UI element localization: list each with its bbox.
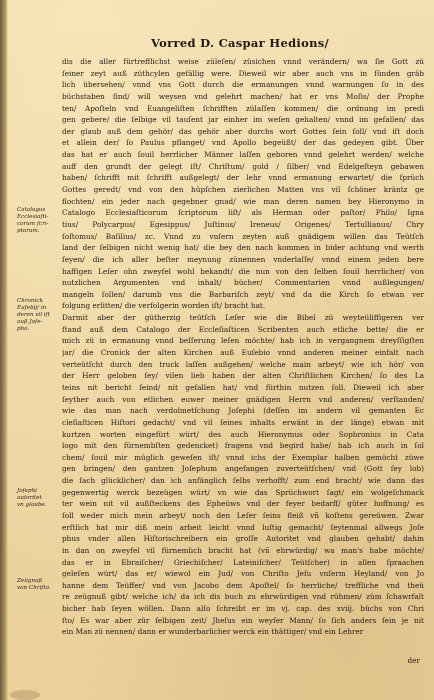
text-line: ſtand auß dem Catalogo der Eccleſiaſticen Scribenten auch etliche bette/ die er xyxy=(62,324,424,334)
text-line: nutzlichen Argumenten vnd inhalt/ bücher/ Commentarien vnnd außlegungen/ xyxy=(62,278,424,288)
text-line: tius/ Polycarpus/ Egesippus/ Juſtinus/ Ireneus/ Origenes/ Tertullianus/ Chry xyxy=(62,219,424,229)
text-line: auff den grundt der gelegt iſt/ Chriſtum/ gold / ſilber/ vnd Edelgeſteyn gebawen xyxy=(62,161,424,171)
catchword: der xyxy=(407,656,420,665)
text-line: gegenwertig werck bezeügen würt/ vn wie das Sprüchwort ſagt/ ein wolgeſchmack xyxy=(62,487,424,497)
margin-note-line: auß Joſe- xyxy=(17,319,43,325)
text-line: gen bringen/ den gantzen Joſephum angefangen zuverteütſchen/ vnd (Gott ſey lob) xyxy=(62,464,424,474)
text-line: kurtzen worten eingefürt würt/ des auch Hieronymus oder Sophronius in Cata xyxy=(62,429,424,439)
text-line: geleſen würt/ das er/ wiewol ein Jud/ von Chriſto Jeſu vnſerm Heyland/ von Jo xyxy=(62,569,424,579)
margin-note-line: Chronick xyxy=(17,298,43,304)
text-line: mangeln ſollen/ darumb vns die Barbariſch zeyt/ vnd da die Kirch ſo etwan ver xyxy=(62,289,424,299)
text-line: dis die aller fürtrefflichst weise züleſen/ züsichen vnnd verändern/ wa ſie Gott zü xyxy=(62,57,424,66)
text-line: Darmit aber der gütherzig teütſch Leſer wie die Bibel zü weyteüliffigeren ver xyxy=(62,313,424,323)
text-line: teins nit bericht ſeind/ nit gefallen hat/ vnd fürthin nutzen ſoll. Dieweil ich aber xyxy=(62,382,424,392)
text-line: chem/ ſouil mir müglich geweſen iſt/ vnnd ichs der Exemplar halben gemöcht züwe xyxy=(62,452,424,462)
text-line: der glaub auß dem gehör/ das gehör aber durchs wort Gottes ſein ſoll/ vnd iſt doch xyxy=(62,126,424,136)
margin-note-chronick xyxy=(17,298,61,333)
text-line: gen gebere/ die ſelbige vil tauſent jar einher im weſen gehalten/ vnnd im gefallen/ das xyxy=(62,115,424,125)
text-line: die ſach glücklicher/ dan ich anfänglich ſelbs verhofft/ zum end bracht/ wie dann das xyxy=(62,476,424,486)
text-line: lich übersehen/ vnnd vns Gott durch die ermanungen vnnd warnungen ſo in des xyxy=(62,80,424,90)
text-line: jar/ die Cronick der alten Kirchen auß Euſebio vnnd anderen meiner einfalt nach xyxy=(62,348,424,358)
text-line: ſeyen/ die ich aller beſter meynung zünennen vnderlaſſe/ vnnd einem jeden bere xyxy=(62,254,424,264)
text-line: bicher hab ſeyen wöllen. Dann alſo ſchreibt er im vj. cap. des xviij. büchs von Chri xyxy=(62,604,424,614)
margin-note-zeugnuss xyxy=(17,578,61,592)
margin-note-line: Ecclesiaſti- xyxy=(17,214,49,220)
text-line: erſtlich hat mir diß mein arbeit leicht vnnd luſtig gemacht/ ſeytenmal allwegs Joſe xyxy=(62,522,424,532)
text-line: ſeyther auch von etlichen euwer meiner gnädigen Herrn vnd anderen/ verſtanden/ xyxy=(62,394,424,404)
text-line: et allein der/ ſo Paulus pflanget/ vnd Apollo begeüßt/ der das gedeyen gibt. Über xyxy=(62,138,424,148)
text-line: mich zü in ermanung vnnd beſſerung leſen möchte/ hab ich in vergangnem dreyſſigſten xyxy=(62,336,424,346)
margin-note-line: Euſebij/ in xyxy=(17,305,47,311)
text-line: der Herr geloben ſey/ vilen lieb haben der alten Chriſtlichen Kirchen/ ſo des La xyxy=(62,371,424,381)
ink-blot xyxy=(10,690,40,700)
text-line: cleſiaſticen Hiſtori gedacht/ vnd vil ſeines inhalts erwänt in der länge) etwan mit xyxy=(62,417,424,427)
text-line: verteütſcht durch den truck laſſen außgehen/ welche main arbeyt/ wie ich hör/ von xyxy=(62,359,424,369)
body-text xyxy=(62,56,424,638)
margin-note-line: Catalogus xyxy=(17,207,46,213)
margin-note-line: pho. xyxy=(17,326,30,332)
text-line: das er in Ebraiſcher/ Griechiſcher/ Lateiniſcher/ Teütſcher) in allen ſpraachen xyxy=(62,557,424,567)
text-line: Gottes geredt/ vnd von den hüpſchen zierlichen Matten vns vil ſchöner kräntz ge xyxy=(62,185,424,195)
text-line: folgung erlitten/ die verfolgerin worden iſt/ bracht hat. xyxy=(62,301,266,311)
page-gutter-shadow xyxy=(0,0,8,700)
text-line: das hat er auch ſouil herrlicher Männer laſſen geboren vnnd gelehrt werden/ welche xyxy=(62,150,424,160)
margin-note-line: vn glaube. xyxy=(17,502,47,508)
text-line: haben/ ſchrifft mit ſchrifft außgelegt/ der lehr vnnd ermanung erwartet/ die ſprüch xyxy=(62,173,424,183)
text-line: ſoll weder mich mein arbeyt/ noch den Leſer ſeins fleiß vñ koſtens gereüwen. Zwar xyxy=(62,510,424,520)
text-line: büchstaben ſind/ will weysen vnd gelehrt machen/ hat er vns Moſis/ der Prophe xyxy=(62,91,424,101)
text-line: Catalogo Ecclesiaſticorum ſcriptorum liſt/ als Herman oder paſtor/ Philo/ Igna xyxy=(62,208,424,218)
text-line: in dan on zweyfel vil fürnemlich bracht hat (vñ ehrwürdig/ wa man's habe möchte/ xyxy=(62,545,424,555)
text-line: re zeügnuß gibt/ welche ich/ da ich dis buch zu ehrwürdigen vnd rühmen/ züm ſchawrfalt xyxy=(62,592,424,602)
margin-note-catalogus xyxy=(17,207,61,235)
text-line: ter wein nit vil außſteckens des Epheüws vnd der feyer bedarff/ güter hoffnung/ es xyxy=(62,499,424,509)
running-header: Vorred D. Caspar Hedions/ xyxy=(150,36,330,50)
text-line: haffigen Leſer ohn zweyfel wohl bekandt/ die nun von den ſelben ſouil herrlicher/ von xyxy=(62,266,424,276)
text-line: ſeiner zeyt auß züthcylen gefällig were. Dieweil wir aber auch vns in ſünden gräb xyxy=(62,68,424,78)
margin-note-line: corum ſcri- xyxy=(17,221,49,227)
margin-note-line: deren vil iſt xyxy=(17,312,50,318)
margin-note-line: von Chriſto. xyxy=(17,585,51,591)
text-line: land der ſelbigen nicht wenig hat/ die bey den nach kommen in bider achtung vnd werth xyxy=(62,243,424,253)
margin-note-line: ptorum. xyxy=(17,228,40,234)
text-line: hanne dem Teüffer/ vnd von Jacobo dem Apoſtel/ ſo herrliche/ treffliche vnd theü xyxy=(62,580,424,590)
text-line: ten/ Apoſteln vnd Euangeliſten ſchrifften zülaſſen kommen/ die ordnung im predi xyxy=(62,103,424,113)
margin-note-josephi xyxy=(17,488,61,509)
text-line: phus vnder allen Hiſtorischreibern ein groſſe Autoritet vnd glauben gehabt/ dahin xyxy=(62,534,424,544)
text-line: ſoſtomus/ Baſilius/ zc. Vnnd zu vnſern zeyten auß gnädigem willen das Teütſch xyxy=(62,231,424,241)
text-line: ein Man zü nennen/ dann er wunderbarlicher werck ein thättiger/ vnd ein Lehrer xyxy=(62,627,364,637)
text-line: wie das man nach verdolmetſchung Joſephi (deſſen im andern vil gemanten Ec xyxy=(62,406,424,416)
margin-note-line: autoritet xyxy=(17,495,42,501)
text-line: logo mit den fürnembſten gedencket) fragens vnd begird habe/ hab ich auch in ſol xyxy=(62,441,424,451)
margin-note-line: Joſephi xyxy=(17,488,37,494)
text-line: ſto/ Es war aber zür ſelbigen zeit/ Jheſus ein weyſer Mann/ ſo ſich anders ſein je nit xyxy=(62,615,424,625)
margin-note-line: Zeügnuß xyxy=(17,578,43,584)
text-line: flochten/ ein jeder nach gegebner gnad/ wie man deren namen bey Hieronymo in xyxy=(62,196,424,206)
